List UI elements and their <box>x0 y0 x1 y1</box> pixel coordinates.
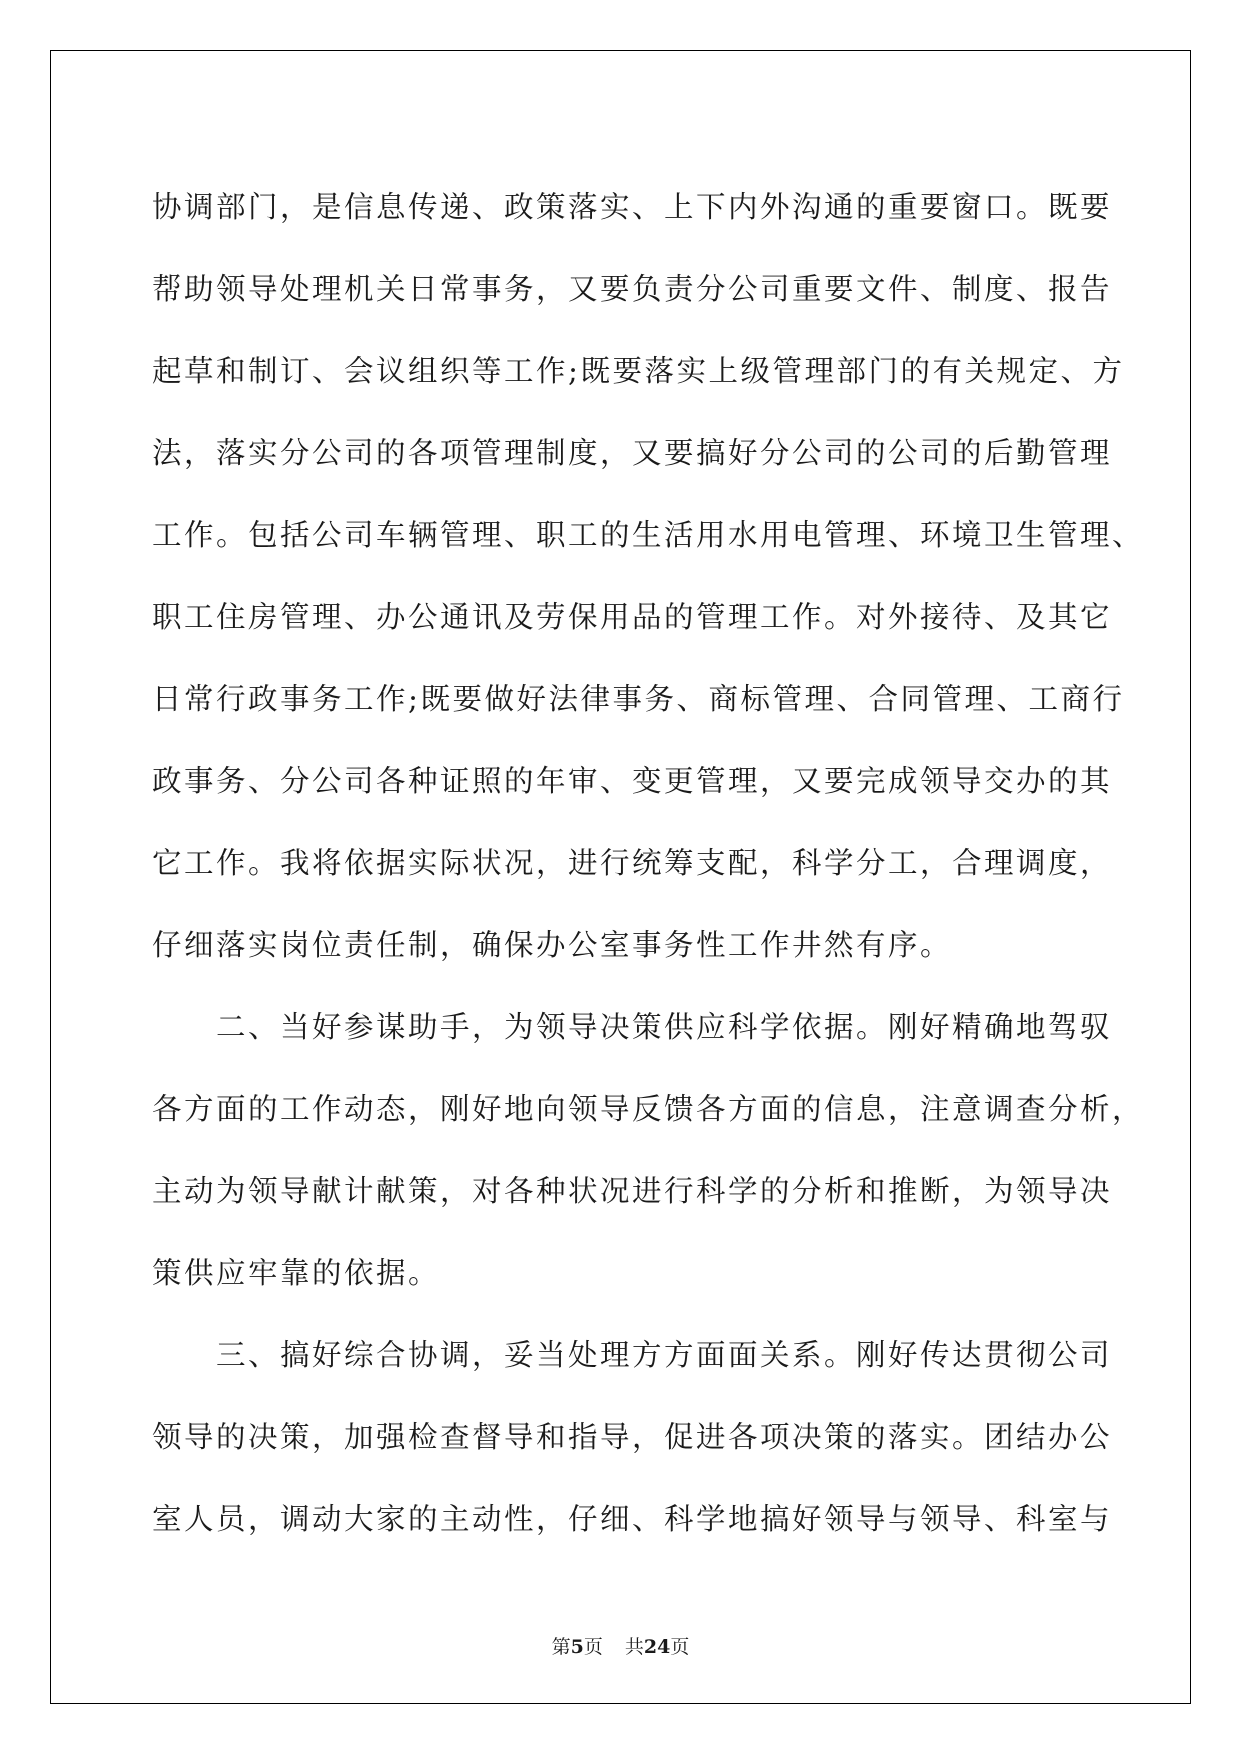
page-prefix: 第 <box>551 1636 571 1658</box>
page-suffix: 页 <box>583 1636 603 1658</box>
document-body <box>152 166 1145 1560</box>
text-line: 它工作。我将依据实际状况，进行统筹支配，科学分工，合理调度， <box>152 846 1113 880</box>
text-line: 三、搞好综合协调，妥当处理方方面面关系。刚好传达贯彻公司 <box>152 1338 1113 1372</box>
total-pages: 24 <box>643 1636 671 1658</box>
text-line: 法，落实分公司的各项管理制度，又要搞好分公司的公司的后勤管理 <box>152 436 1113 470</box>
page-footer <box>0 1632 1241 1659</box>
page-number: 5 <box>570 1636 584 1658</box>
text-line: 政事务、分公司各种证照的年审、变更管理，又要完成领导交办的其 <box>152 764 1113 798</box>
total-suffix: 页 <box>670 1636 690 1658</box>
text-line: 职工住房管理、办公通讯及劳保用品的管理工作。对外接待、及其它 <box>152 600 1113 634</box>
text-line: 二、当好参谋助手，为领导决策供应科学依据。刚好精确地驾驭 <box>152 1010 1113 1044</box>
text-line: 工作。包括公司车辆管理、职工的生活用水用电管理、环境卫生管理、 <box>152 518 1145 552</box>
text-line: 室人员，调动大家的主动性，仔细、科学地搞好领导与领导、科室与 <box>152 1502 1113 1536</box>
text-line: 各方面的工作动态，刚好地向领导反馈各方面的信息，注意调查分析， <box>152 1092 1145 1126</box>
text-line: 日常行政事务工作;既要做好法律事务、商标管理、合同管理、工商行 <box>152 682 1125 716</box>
text-line: 协调部门，是信息传递、政策落实、上下内外沟通的重要窗口。既要 <box>152 190 1113 224</box>
text-line: 起草和制订、会议组织等工作;既要落实上级管理部门的有关规定、方 <box>152 354 1125 388</box>
text-line: 仔细落实岗位责任制，确保办公室事务性工作井然有序。 <box>152 928 953 962</box>
text-line: 策供应牢靠的依据。 <box>152 1256 441 1290</box>
total-prefix: 共 <box>624 1636 644 1658</box>
text-line: 帮助领导处理机关日常事务，又要负责分公司重要文件、制度、报告 <box>152 272 1113 306</box>
text-line: 领导的决策，加强检查督导和指导，促进各项决策的落实。团结办公 <box>152 1420 1113 1454</box>
text-line: 主动为领导献计献策，对各种状况进行科学的分析和推断，为领导决 <box>152 1174 1113 1208</box>
